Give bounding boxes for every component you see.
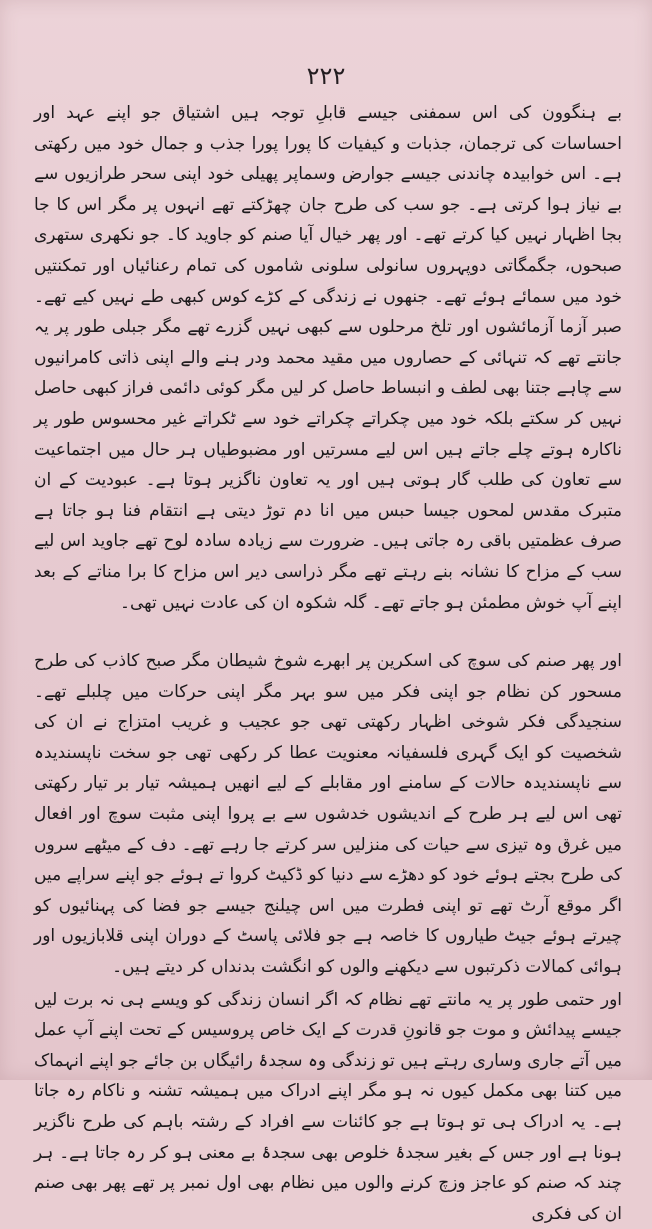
page-number: ۲۲۲ <box>306 62 346 90</box>
paragraph-1: بے ہنگوون کی اس سمفنی جیسے قابلِ توجہ ہیں اشتیاق جو اپنے عہد اور احساسات کی ترجمان، جذبات و کیفیات کا پورا پورا جذب و جمال خود میں رکھتی ہے۔ اس خوابیدہ چاندنی جیسے جوارض وسماپر پھیلی خود اپنی سحر طرازیوں سے بے نیاز ہوا کرتی ہے۔ جو سب کی طرح جان چھڑکتے تھے انہوں پر مگر اس کا جا بجا اظہار نہیں کیا کرتے تھے۔ اور پھر خیال آیا صنم کو جاوید کا۔ جو نکھری ستھری صبحوں، جگمگاتی دوپہروں سانولی سلونی شاموں کی تمام رعنائیاں اور تمکنتیں خود میں سمائے ہوئے تھے۔ جنھوں نے زندگی کے کڑے کوس کبھی طے نہیں کیے تھے۔ صبر آزما آزمائشوں اور تلخ مرحلوں سے کبھی نہیں گزرے تھے مگر جبلی طور پر یہ جانتے تھے کہ تنہائی کے حصاروں میں مقید محمد ودر ہنے والے اپنی ذاتی کامرانیوں سے چاہے جتنا بھی لطف و انبساط حاصل کر لیں مگر کوئی دائمی فراز کبھی حاصل نہیں کر سکتے بلکہ خود میں چکراتے چکراتے خود سے ٹکراتے غیر محسوس طور پر ناکارہ ہوتے چلے جاتے ہیں اس لیے مسرتیں اور مضبوطیاں ہر حال میں اجتماعیت سے تعاون کی طلب گار ہوتی ہیں اور یہ تعاون ناگزیر ہوتا ہے۔ عبودیت کے ان متبرک مقدس لمحوں جیسا حبس میں انا دم توڑ دیتی ہے انتقام فنا ہو جاتا ہے صرف عظمتیں باقی رہ جاتی ہیں۔ ضرورت سے زیادہ سادہ لوح تھے جاوید اس لیے سب کے مزاح کا نشانہ بنے رہتے تھے مگر ذراسی دیر اس مزاح کا برا مناتے کے بعد اپنے آپ خوش مطمئن ہو جاتے تھے۔ گلہ شکوہ ان کی عادت نہیں تھی۔ <box>34 103 622 613</box>
paragraph-3: اور حتمی طور پر یہ مانتے تھے نظام کہ اگر انسان زندگی کو ویسے ہی نہ برت لیں جیسے پیدائش و موت جو قانونِ قدرت کے ایک خاص پروسیس کے تحت اپنے آپ عمل میں آتے جاری وساری رہتے ہیں تو زندگی وہ سجدۂ رائیگاں بن جائے جو اپنے انہماک میں کتنا بھی مکمل کیوں نہ ہو مگر اپنے ادراک میں ہمیشہ تشنہ و ناکام رہ جاتا ہے۔ یہ ادراک ہی تو ہوتا ہے جو کائنات سے افراد کے رشتہ باہم کی طرح ناگزیر ہونا ہے اور جس کے بغیر سجدۂ خلوص بھی سجدۂ بے معنی ہو کر رہ جاتا ہے۔ ہر چند کہ صنم کو عاجز وزچ کرنے والوں میں نظام بھی اول نمبر پر تھے پھر بھی صنم ان کی فکری <box>34 989 622 1224</box>
paragraph-2: اور پھر صنم کی سوچ کی اسکرین پر ابھرے شوخ شیطان مگر صبح کاذب کی طرح مسحور کن نظام جو اپنی فکر میں سو بہر مگر اپنی حرکات میں چلبلے تھے۔ سنجیدگی فکر شوخی اظہار رکھتی تھی جو عجیب و غریب امتزاج نے ان کی شخصیت کو ایک گہری فلسفیانہ معنویت عطا کر رکھی تھی جو سخت ناپسندیدہ سے ناپسندیدہ حالات کے سامنے اور مقابلے کے لیے انھیں ہمیشہ تیار بر تیار رکھتی تھی اس لیے ہر طرح کے اندیشوں خدشوں سے بے پروا اپنی مثبت سوچ اور افعال میں غرق وہ تیزی سے حیات کی منزلیں سر کرتے جا رہے تھے۔ دف کے میٹھے سروں کی طرح بجتے ہوئے خود کو دھڑے سے دنیا کو ڈکیٹ کروا تے ہوئے جو اپنے سراپے میں اگر موقع آرٹ تھے تو اپنی فطرت میں اس چیلنج جیسے جو فضا کی پہنائیوں کو چیرتے ہوئے جیٹ طیاروں کا خاصہ ہے جو فلائی پاسٹ کے دوران اپنی قلابازیوں اور ہوائی کمالات ذکرتبوں سے دیکھنے والوں کو انگشت بدنداں کر دیتے ہیں۔ <box>34 651 622 978</box>
text-body <box>34 98 622 1229</box>
